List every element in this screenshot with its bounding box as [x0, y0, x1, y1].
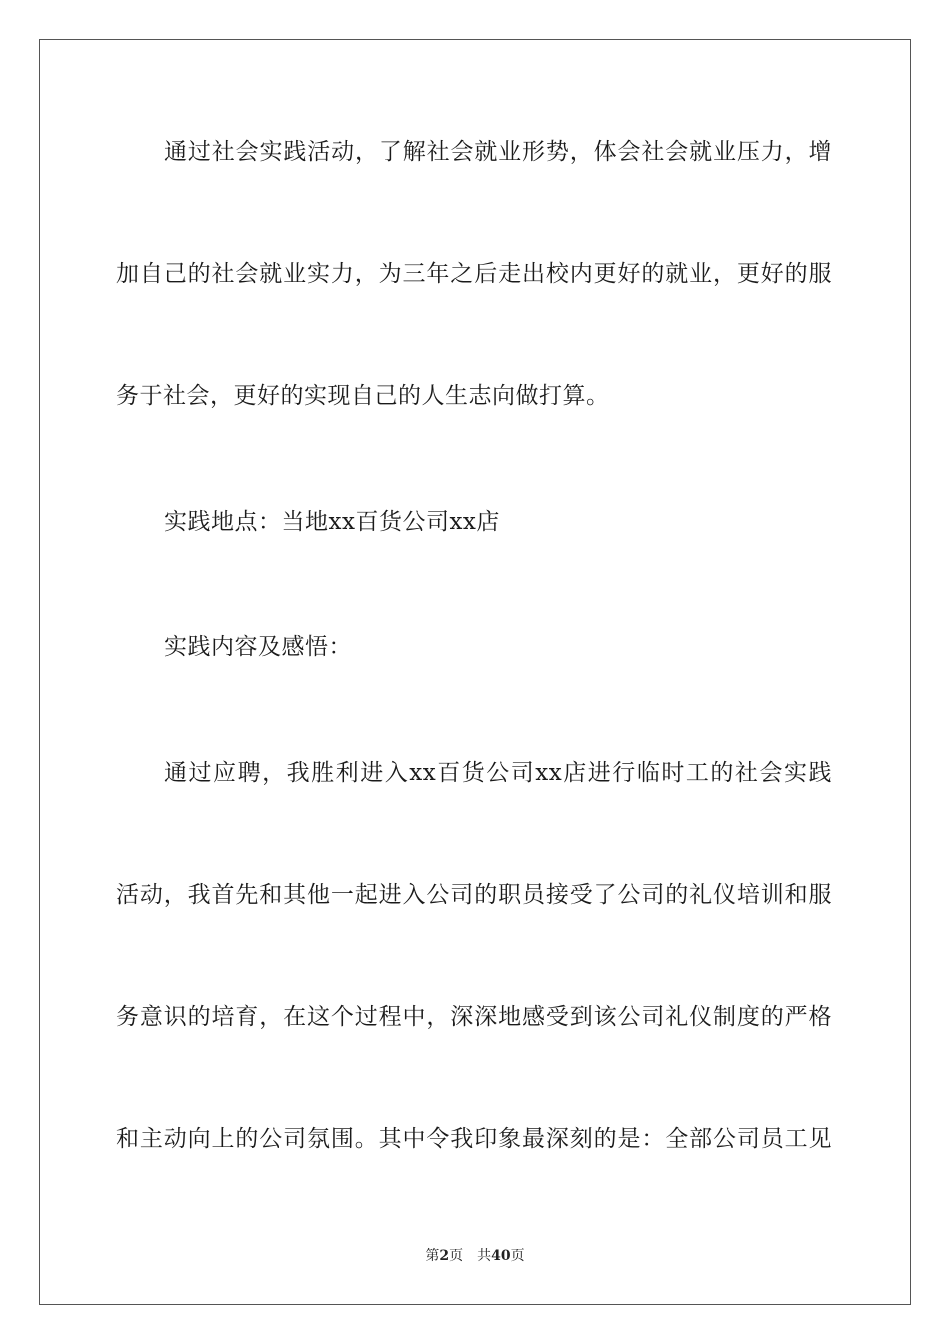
page-footer: [0, 1247, 950, 1265]
page-border: [39, 39, 911, 1305]
paragraph-1-line-3: 务于社会，更好的实现自己的人生志向做打算。: [116, 383, 610, 409]
total-pages: 40: [491, 1248, 511, 1264]
paragraph-2-line-2: 活动，我首先和其他一起进入公司的职员接受了公司的礼仪培训和服: [116, 882, 832, 908]
paragraph-2-line-4: 和主动向上的公司氛围。其中令我印象最深刻的是：全部公司员工见: [116, 1126, 832, 1152]
paragraph-1-line-2: 加自己的社会就业实力，为三年之后走出校内更好的就业，更好的服: [116, 261, 832, 287]
practice-content-heading: 实践内容及感悟：: [164, 634, 352, 660]
paragraph-1-line-1: 通过社会实践活动，了解社会就业形势，体会社会就业压力，增: [164, 139, 832, 165]
page-label-prefix: 第: [425, 1248, 440, 1264]
practice-location: 实践地点：当地xx百货公司xx店: [164, 509, 500, 535]
total-label-suffix: 页: [510, 1248, 525, 1264]
page-number: 2: [439, 1248, 450, 1264]
paragraph-2-line-1: 通过应聘，我胜利进入xx百货公司xx店进行临时工的社会实践: [164, 760, 832, 786]
page-label-suffix: 页: [449, 1248, 464, 1264]
total-label-prefix: 共: [477, 1248, 492, 1264]
paragraph-2-line-3: 务意识的培育，在这个过程中，深深地感受到该公司礼仪制度的严格: [116, 1004, 832, 1030]
